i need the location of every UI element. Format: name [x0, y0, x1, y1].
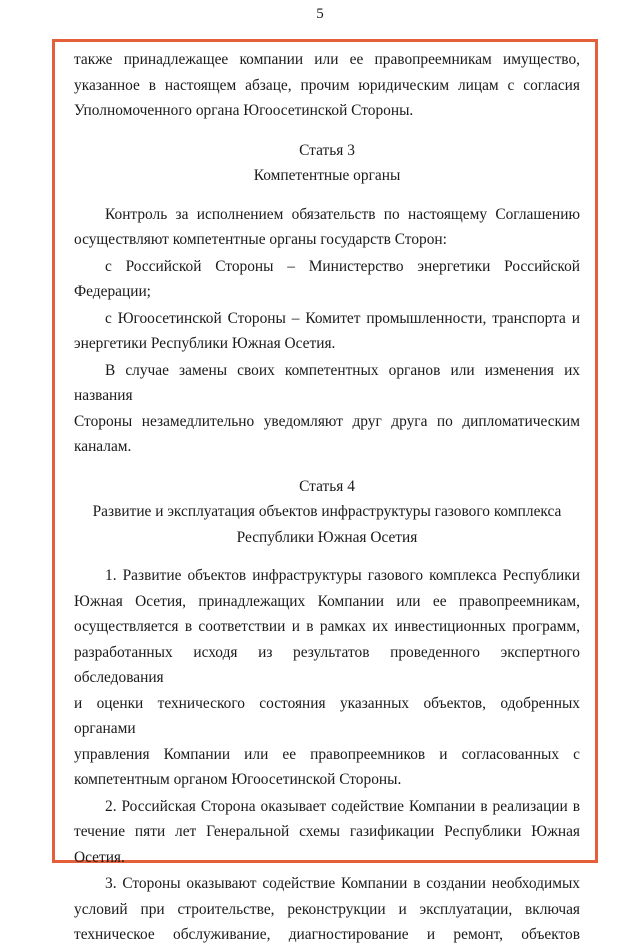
text-line: энергетики Республики Южная Осетия. — [74, 335, 336, 352]
text-line: и оценки технического состояния указанных объектов, одобренных органами — [74, 694, 580, 737]
article-3-paragraph-4 — [74, 358, 580, 460]
article-4-title-line-2: Республики Южная Осетия — [236, 528, 418, 546]
text-line: каналам. — [74, 438, 132, 455]
article-3-paragraph-2 — [74, 254, 580, 305]
text-line: управления Компании или ее правопреемников и согласованных с — [74, 745, 580, 763]
article-4-paragraph-2 — [74, 794, 580, 871]
text-line: с Российской Стороны – Министерство энергетики Российской — [105, 257, 580, 275]
article-4-title-line-1: Развитие и эксплуатация объектов инфраструктуры газового комплекса — [92, 503, 562, 520]
text-line: осуществляют компетентные органы государств Сторон: — [74, 231, 447, 248]
document-body — [74, 47, 580, 948]
text-line: течение пяти лет Генеральной схемы газификации Республики Южная Осетия. — [74, 823, 580, 866]
text-line: указанное в настоящем абзаце, прочим юридическим лицам с согласия — [74, 76, 580, 94]
article-4-paragraph-3 — [74, 871, 580, 948]
article-4-number: Статья 4 — [299, 477, 355, 495]
text-line: 2. Российская Сторона оказывает содействие Компании в реализации в — [105, 797, 580, 815]
text-line: 1. Развитие объектов инфраструктуры газового комплекса Республики — [105, 567, 580, 584]
text-line: Федерации; — [74, 283, 151, 300]
text-line: В случае замены своих компетентных органов или изменения их названия — [74, 361, 580, 404]
text-line: 3. Стороны оказывают содействие Компании в создании необходимых — [105, 875, 580, 892]
text-line: Стороны незамедлительно уведомляют друг друга по дипломатическим — [74, 412, 580, 430]
article-3-paragraph-1 — [74, 202, 580, 253]
text-line: компетентным органом Югоосетинской Стороны. — [74, 771, 402, 788]
intro-paragraph — [74, 47, 580, 124]
text-line: разработанных исходя из результатов проведенного экспертного обследования — [74, 643, 580, 686]
text-line: условий при строительстве, реконструкции и эксплуатации, включая — [74, 900, 580, 918]
text-line: Контроль за исполнением обязательств по настоящему Соглашению — [105, 205, 580, 223]
page-number: 5 — [316, 6, 324, 22]
text-line: с Югоосетинской Стороны – Комитет промышленности, транспорта и — [105, 309, 580, 327]
text-line: также принадлежащее компании или ее правопреемникам имущество, — [74, 51, 580, 68]
text-line: осуществляется в соответствии и в рамках их инвестиционных программ, — [74, 618, 580, 635]
article-4-paragraph-1 — [74, 563, 580, 793]
text-line: Уполномоченного органа Югоосетинской Стороны. — [74, 102, 414, 119]
article-3-paragraph-3 — [74, 306, 580, 357]
article-3-title: Компетентные органы — [253, 167, 401, 184]
text-line: техническое обслуживание, диагностирование и ремонт, объектов — [74, 926, 580, 943]
article-3-number: Статья 3 — [299, 141, 355, 159]
text-line: Южная Осетия, принадлежащих Компании или ее правопреемникам, — [74, 592, 580, 610]
